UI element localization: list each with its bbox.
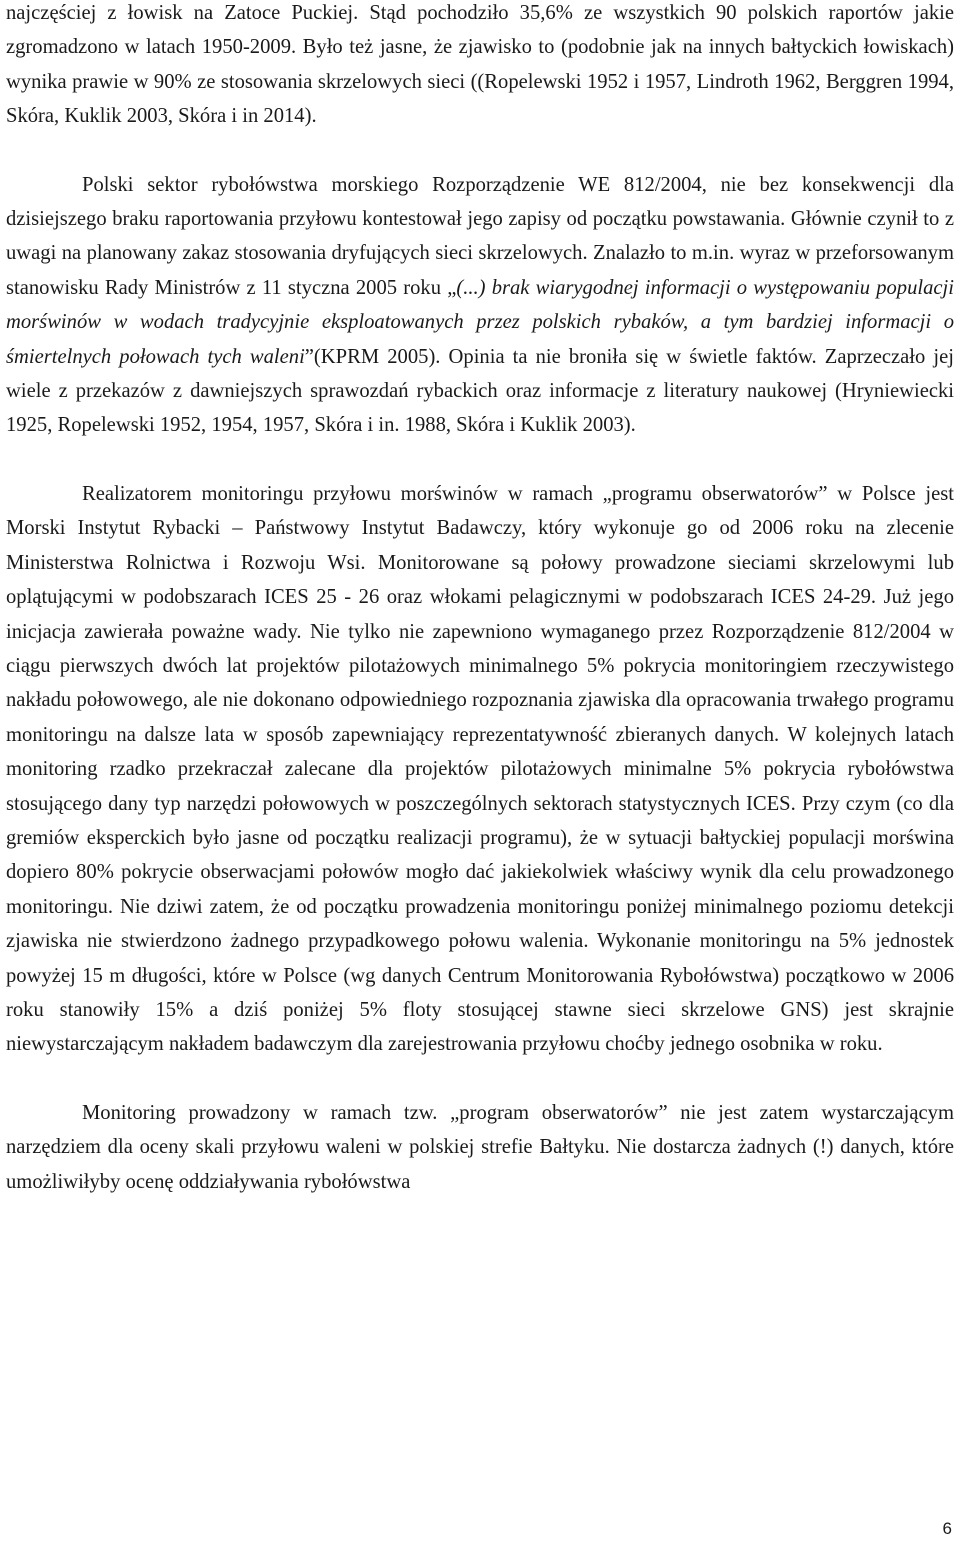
paragraph-2-text-a: Polski sektor rybołówstwa morskiego Rozporządzenie WE 812/2004, nie bez konsekwencji dla dzisiejszego braku raportowania przyłowu kontestował jego zapisy od początku powstawania. Głównie czynił to z uwagi na planowany zakaz stosowania dryfujących sieci skrzelowych. Znalazło to m.in. wyraz w przeforsowanym stanowisku Rady Ministrów z 11 styczna 2005 roku „ — [6, 173, 954, 299]
paragraph-gap — [6, 443, 954, 477]
paragraph-gap — [6, 1062, 954, 1096]
page-number: 6 — [942, 1519, 952, 1538]
paragraph-4 — [6, 1096, 954, 1199]
paragraph-4-text: Monitoring prowadzony w ramach tzw. „program obserwatorów” nie jest zatem wystarczającym narzędziem dla oceny skali przyłowu waleni w polskiej strefie Bałtyku. Nie dostarcza żadnych (!) danych, które umożliwiłyby ocenę oddziaływania rybołówstwa — [6, 1101, 954, 1193]
paragraph-2-text-b: ”(KPRM 2005). Opinia ta nie broniła się w świetle faktów. Zaprzeczało jej wiele z przekazów z dawniejszych sprawozdań rybackich oraz informacje z literatury naukowej (Hryniewiecki 1925, Ropelewski 1952, 1954, 1957, Skóra i in. 1988, Skóra i Kuklik 2003). — [6, 345, 955, 437]
document-page — [6, 0, 954, 1199]
paragraph-gap — [6, 134, 954, 168]
paragraph-1-text: najczęściej z łowisk na Zatoce Puckiej. Stąd pochodziło 35,6% ze wszystkich 90 polskich raportów jakie zgromadzono w latach 1950-2009. Było też jasne, że zjawisko to (podobnie jak na innych bałtyckich łowiskach) wynika prawie w 90% ze stosowania skrzelowych sieci ((Ropelewski 1952 i 1957, Lindroth 1962, Berggren 1994, Skóra, Kuklik 2003, Skóra i in 2014). — [6, 2, 954, 128]
paragraph-2-quote: (...) brak wiarygodnej informacji o występowaniu populacji morświnów w wodach tradycyjnie eksploatowanych przez polskich rybaków, a tym bardziej informacji o śmiertelnych połowach tych waleni — [6, 276, 954, 368]
paragraph-3 — [6, 477, 954, 1062]
paragraph-1 — [6, 0, 954, 134]
paragraph-3-text: Realizatorem monitoringu przyłowu morświnów w ramach „programu obserwatorów” w Polsce jest Morski Instytut Rybacki – Państwowy Instytut Badawczy, który wykonuje go od 2006 roku na zlecenie Ministerstwa Rolnictwa i Rozwoju Wsi. Monitorowane są połowy prowadzone sieciami skrzelowymi lub oplątującymi w podobszarach ICES 25 - 26 oraz włokami pelagicznymi w podobszarach ICES 24-29. Już jego inicjacja zawierała poważne wady. Nie tylko nie zapewniono wymaganego przez Rozporządzenie 812/2004 w ciągu pierwszych dwóch lat projektów pilotażowych minimalnego 5% pokrycia monitoringiem rzeczywistego nakładu połowowego, ale nie dokonano odpowiedniego rozpoznania zjawiska dla opracowania trwałego programu monitoringu na dalsze lata w sposób zapewniający reprezentatywność zbieranych danych. W kolejnych latach monitoring rzadko przekraczał zalecane dla projektów pilotażowych minimalne 5% pokrycia rybołówstwa stosującego dany typ narzędzi połowowych w poszczególnych sektorach statystycznych ICES. Przy czym (co dla gremiów eksperckich było jasne od początku realizacji programu), że w sytuacji bałtyckiej populacji morświna dopiero 80% pokrycie obserwacjami połowów mogło dać jakiekolwiek właściwy wynik dla celu prowadzonego monitoringu. Nie dziwi zatem, że od początku prowadzenia monitoringu poniżej minimalnego poziomu detekcji zjawiska nie stwierdzono żadnego przypadkowego połowu walenia. Wykonanie monitoringu na 5% jednostek powyżej 15 m długości, które w Polsce (wg danych Centrum Monitorowania Rybołówstwa) początkowo w 2006 roku stanowiły 15% a dziś poniżej 5% floty stosującej stawne sieci skrzelowe GNS) jest skrajnie niewystarczającym nakładem badawczym dla zarejestrowania przyłowu choćby jednego osobnika w roku. — [6, 482, 954, 1056]
paragraph-2 — [6, 168, 954, 443]
